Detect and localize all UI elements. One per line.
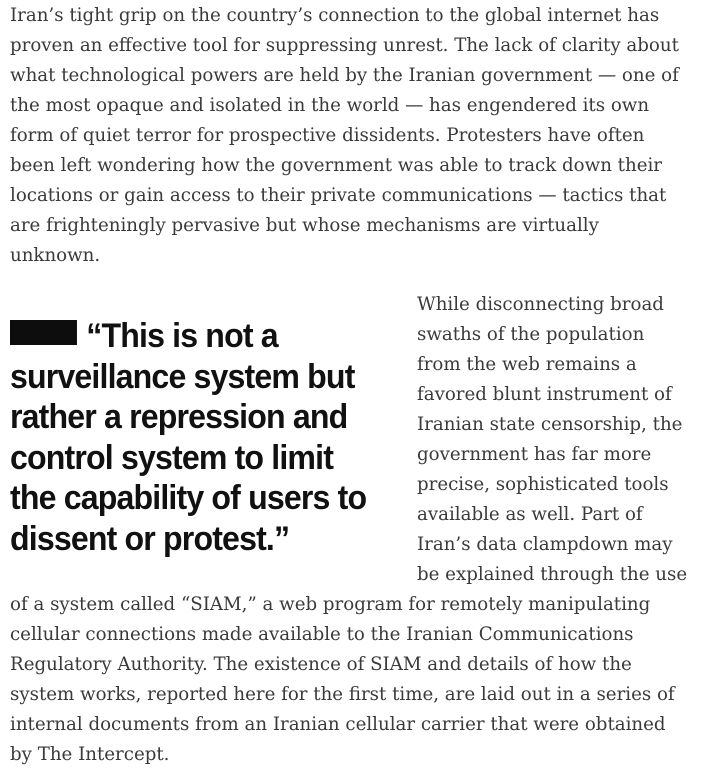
quote-bar-icon (10, 320, 77, 345)
article-paragraph: Iran’s tight grip on the country’s connection to the global internet has proven an effective tool for suppressing unrest. The lack of clarity about what technological powers are held by the Iranian government — one of the most opaque and isolated in the world — has engendered its own form of quiet terror for prospective dissidents. Protesters have often been left wondering how the government was able to track down their locations or gain access to their private communications — tactics that are frighteningly pervasive but whose mechanisms are virtually unknown. (10, 5, 679, 266)
article-paragraph: While disconnecting broad swaths of the population from the web remains a favored blunt instrument of Iranian state censorship, the government has far more precise, sophisticated tools available as well. Part of Iran’s data clampdown may be explained through the use of a system called “SIAM,” a web program for remotely manipulating cellular connections made available to the Iranian Communications Regulatory Authority. The existence of SIAM and details of how the system works, reported here for the first time, are laid out in a series of internal documents from an Iranian cellular carrier that were obtained by The Intercept. (10, 294, 688, 765)
paragraph-spacer (10, 271, 690, 290)
article-body (10, 0, 690, 770)
pull-quote (10, 316, 377, 559)
pull-quote-text: “This is not a surveillance system but rather a repression and control system to limit the capability of users to dissent or protest.” (10, 317, 367, 558)
